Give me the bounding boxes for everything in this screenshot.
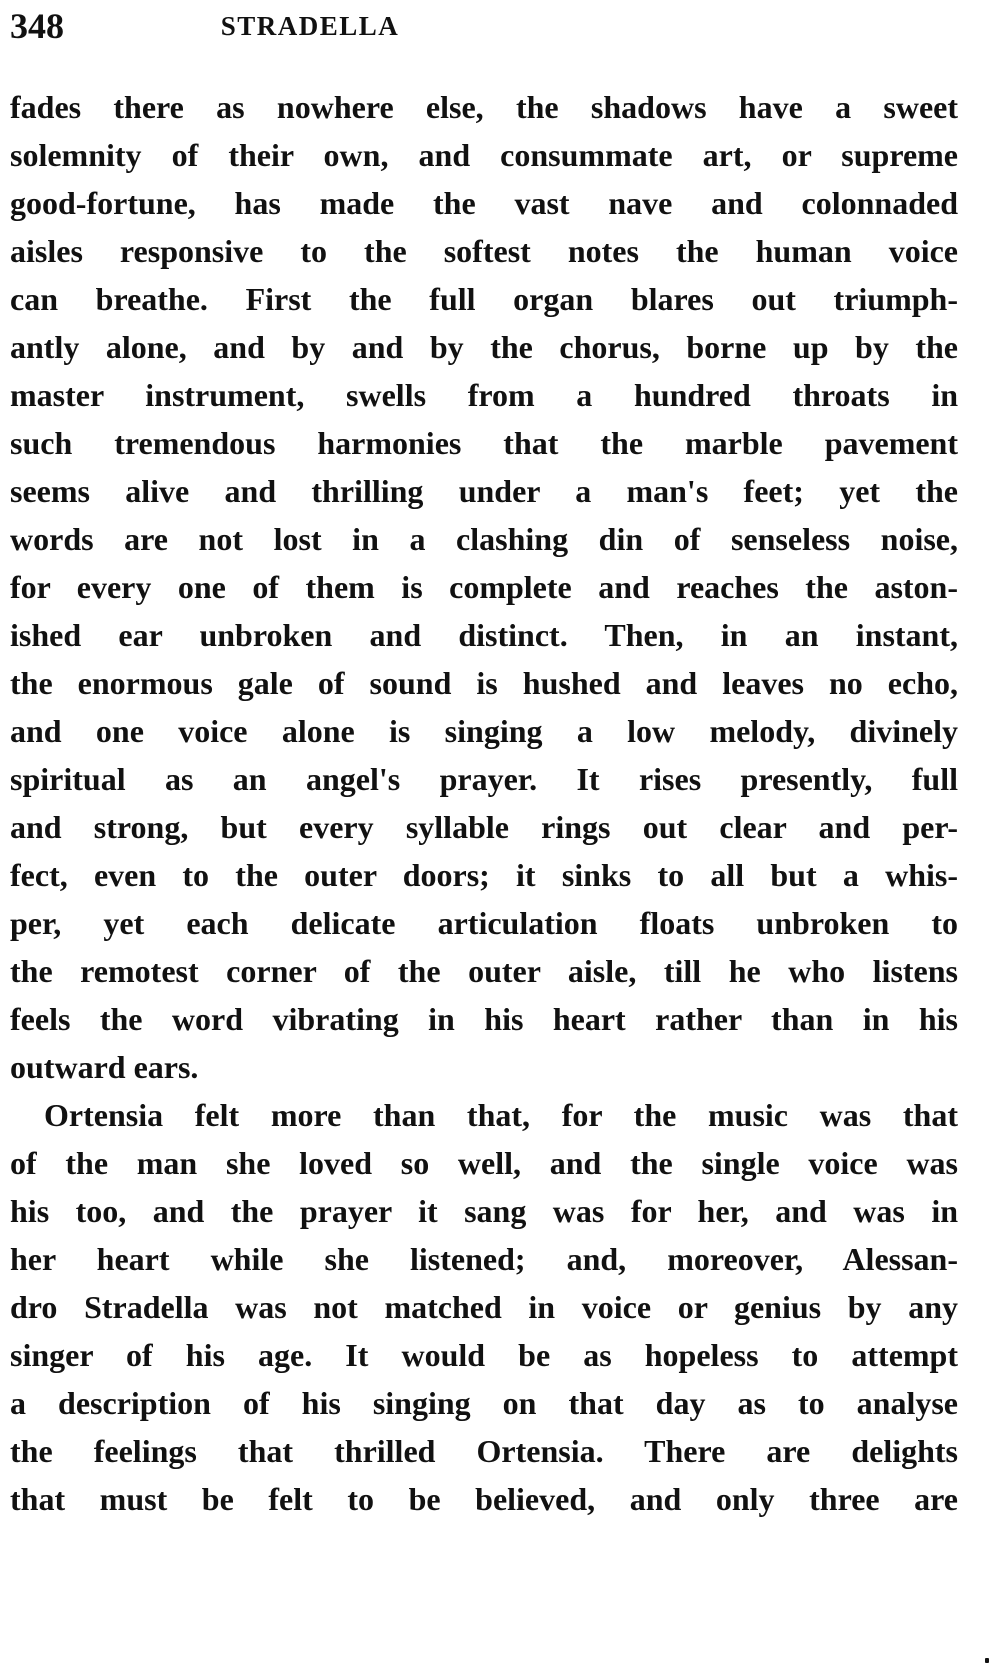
text-line: singer of his age. It would be as hopeless to attempt xyxy=(10,1337,958,1373)
body-text xyxy=(10,83,958,1523)
text-line: such tremendous harmonies that the marble pavement xyxy=(10,425,958,461)
text-line: of the man she loved so well, and the single voice was xyxy=(10,1145,958,1181)
text-line: fect, even to the outer doors; it sinks to all but a whis- xyxy=(10,857,958,893)
text-line: seems alive and thrilling under a man's feet; yet the xyxy=(10,473,958,509)
text-line: good-fortune, has made the vast nave and colonnaded xyxy=(10,185,958,221)
text-line: fades there as nowhere else, the shadows have a sweet xyxy=(10,89,958,125)
text-line: outward ears. xyxy=(10,1049,199,1085)
text-line: per, yet each delicate articulation floats unbroken to xyxy=(10,905,958,941)
text-line: feels the word vibrating in his heart rather than in his xyxy=(10,1001,958,1037)
text-line: ished ear unbroken and distinct. Then, in an instant, xyxy=(10,617,958,653)
text-line: her heart while she listened; and, moreover, Alessan- xyxy=(10,1241,958,1277)
text-line: the enormous gale of sound is hushed and leaves no echo, xyxy=(10,665,958,701)
text-line: aisles responsive to the softest notes the human voice xyxy=(10,233,958,269)
running-title: STRADELLA xyxy=(220,11,400,41)
text-line: a description of his singing on that day as to analyse xyxy=(10,1385,958,1421)
text-line: can breathe. First the full organ blares out triumph- xyxy=(10,281,958,317)
text-line: that must be felt to be believed, and only three are xyxy=(10,1481,958,1517)
text-line: the feelings that thrilled Ortensia. There are delights xyxy=(10,1433,958,1469)
paragraph-2 xyxy=(10,1091,958,1523)
text-line: dro Stradella was not matched in voice or genius by any xyxy=(10,1289,958,1325)
page-number: 348 xyxy=(10,6,64,46)
text-line: and one voice alone is singing a low melody, divinely xyxy=(10,713,958,749)
text-line: antly alone, and by and by the chorus, borne up by the xyxy=(10,329,958,365)
text-line: master instrument, swells from a hundred throats in xyxy=(10,377,958,413)
text-line: the remotest corner of the outer aisle, till he who listens xyxy=(10,953,958,989)
text-line: for every one of them is complete and reaches the aston- xyxy=(10,569,958,605)
ink-speck xyxy=(985,1658,989,1663)
text-line: solemnity of their own, and consummate art, or supreme xyxy=(10,137,958,173)
text-line: spiritual as an angel's prayer. It rises presently, full xyxy=(10,761,958,797)
running-head xyxy=(10,2,955,50)
text-line: words are not lost in a clashing din of senseless noise, xyxy=(10,521,958,557)
text-line: Ortensia felt more than that, for the music was that xyxy=(44,1097,958,1133)
text-line: his too, and the prayer it sang was for her, and was in xyxy=(10,1193,958,1229)
paragraph-1 xyxy=(10,83,958,1091)
text-line: and strong, but every syllable rings out clear and per- xyxy=(10,809,958,845)
